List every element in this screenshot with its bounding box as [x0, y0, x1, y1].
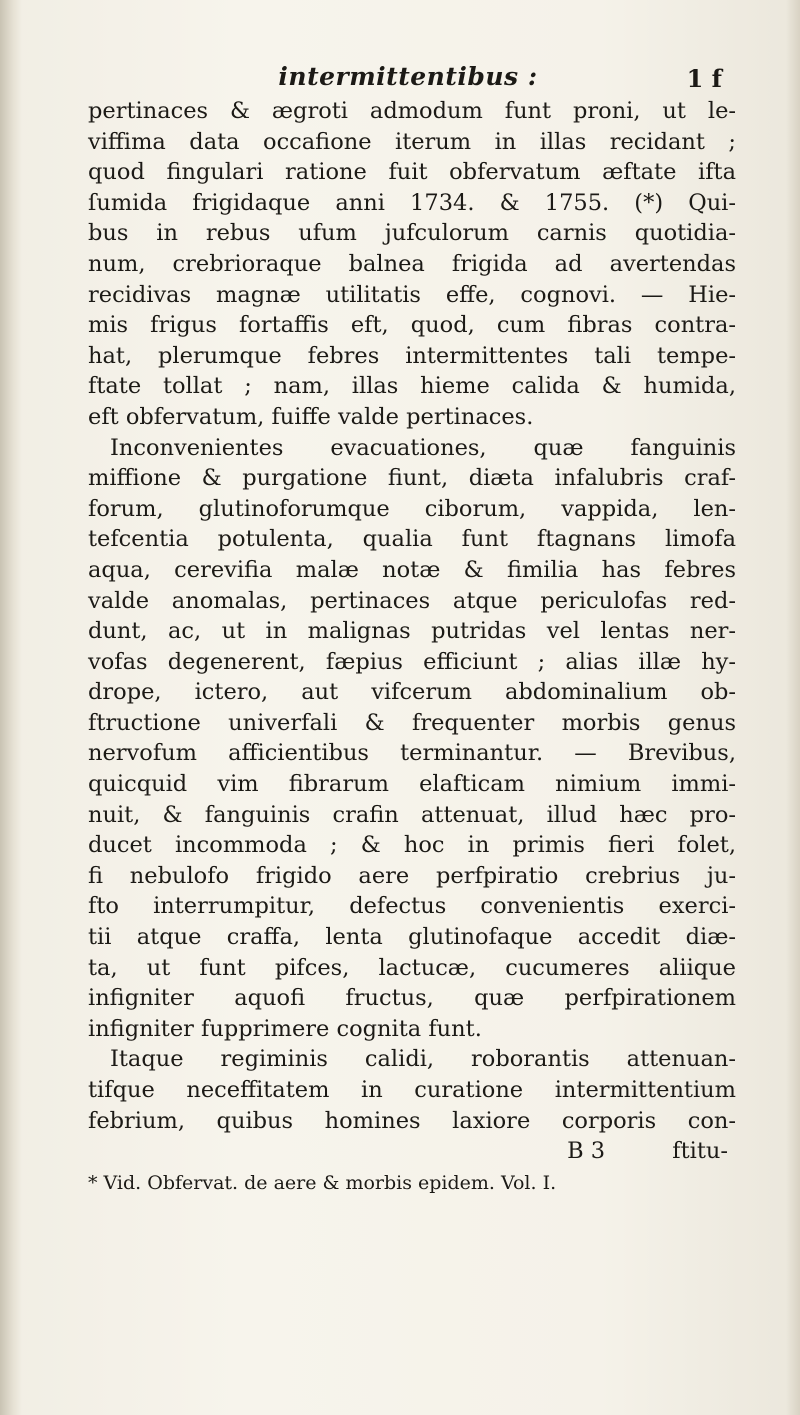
text-line: tefcentia potulenta, qualia funt ftagnans limofa	[88, 526, 736, 553]
page-number: 1 f	[686, 64, 722, 93]
text-line: nervofum afficientibus terminantur. — Brevibus,	[88, 740, 736, 767]
catchword: ftitu-	[672, 1138, 728, 1165]
paragraph-start-line: Itaque regiminis calidi, roborantis attenuan-	[110, 1046, 736, 1073]
text-line: num, crebrioraque balnea frigida ad avertendas	[88, 250, 736, 277]
paragraph-start-line: Inconvenientes evacuationes, quæ fanguinis	[110, 434, 736, 461]
text-line: infigniter aquofi fructus, quæ perfpirationem	[88, 985, 736, 1012]
text-line: ducet incommoda ; & hoc in primis fieri folet,	[88, 832, 736, 859]
page-gutter-shadow	[0, 0, 22, 1415]
catchline	[88, 1136, 736, 1167]
text-line: febrium, quibus homines laxiore corporis con-	[88, 1107, 736, 1134]
text-line: aqua, cerevifia malæ notæ & fimilia has febres	[88, 556, 736, 583]
text-line: ftructione univerfali & frequenter morbis genus	[88, 709, 736, 736]
text-line: viffima data occafione iterum in illas recidant ;	[88, 128, 736, 155]
footnote: * Vid. Obfervat. de aere & morbis epidem. Vol. I.	[88, 1171, 557, 1194]
text-line: bus in rebus ufum jufculorum carnis quotidia-	[88, 220, 736, 247]
text-line: mis frigus fortaffis eft, quod, cum fibras contra-	[88, 312, 736, 339]
text-line: pertinaces & ægroti admodum funt proni, ut le-	[88, 98, 736, 124]
text-line: tii atque craffa, lenta glutinofaque accedit diæ-	[88, 924, 736, 951]
text-line: fto interrumpitur, defectus convenientis exerci-	[88, 893, 736, 920]
text-line: recidivas magnæ utilitatis effe, cognovi. — Hie-	[88, 281, 736, 308]
text-line: hat, plerumque febres intermittentes tali tempe-	[88, 342, 736, 369]
text-line: ſumida frigidaque anni 1734. & 1755. (*) Qui-	[88, 189, 736, 216]
text-line: quicquid vim fibrarum elafticam nimium immi-	[88, 771, 736, 798]
text-line: miffione & purgatione fiunt, diæta infalubris craf-	[88, 465, 736, 492]
text-line: vofas degenerent, fæpius efficiunt ; alias illæ hy-	[88, 648, 736, 675]
text-line: ta, ut funt pifces, lactucæ, cucumeres aliique	[88, 954, 736, 981]
text-line: nuit, & fanguinis crafin attenuat, illud hæc pro-	[88, 801, 736, 828]
signature-mark: B 3	[567, 1138, 606, 1165]
text-line: drope, ictero, aut vifcerum abdominalium ob-	[88, 679, 736, 706]
text-line: dunt, ac, ut in malignas putridas vel lentas ner-	[88, 618, 736, 645]
text-line: fi nebulofo frigido aere perfpiratio crebrius ju-	[88, 862, 736, 889]
text-line: ftate tollat ; nam, illas hieme calida & humida,	[88, 373, 736, 400]
body-text	[88, 96, 736, 1198]
text-line: quod fingulari ratione fuit obfervatum æftate ifta	[88, 159, 736, 186]
text-line: valde anomalas, pertinaces atque periculofas red-	[88, 587, 736, 614]
text-line: forum, glutinoforumque ciborum, vappida, len-	[88, 495, 736, 522]
page-edge-shadow	[786, 0, 800, 1415]
text-line: tifque neceffitatem in curatione intermittentium	[88, 1077, 736, 1103]
running-head: intermittentibus :	[278, 62, 538, 91]
text-line: eft obfervatum, fuiffe valde pertinaces.	[88, 403, 534, 430]
text-line: infigniter fupprimere cognita funt.	[88, 1015, 482, 1042]
